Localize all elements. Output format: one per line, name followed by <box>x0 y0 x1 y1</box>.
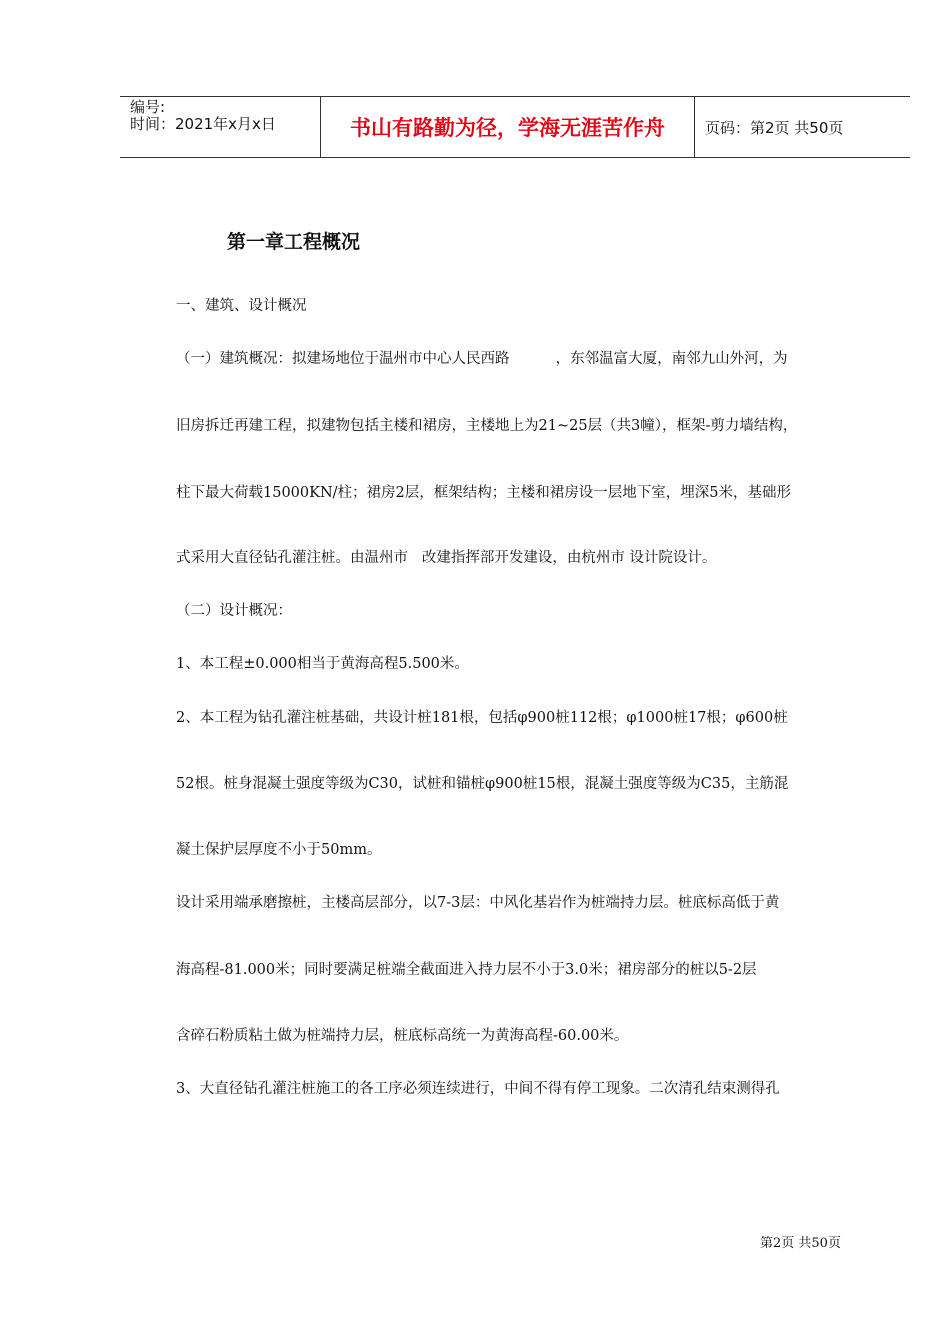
header-table <box>120 96 910 158</box>
body-line: 设计采用端承磨擦桩，主楼高层部分，以7-3层：中风化基岩作为桩端持力层。桩底标高低于黄 <box>176 895 780 911</box>
body-line: 1、本工程±0.000相当于黄海高程5.500米。 <box>176 656 469 672</box>
body-line: 3、大直径钻孔灌注桩施工的各工序必须连续进行，中间不得有停工现象。二次清孔结束测得孔 <box>176 1081 780 1097</box>
header-divider <box>694 97 695 157</box>
body-line: （一）建筑概况：拟建场地位于温州市中心人民西路 ，东邻温富大厦，南邻九山外河，为 <box>176 351 788 367</box>
body-line: 52根。桩身混凝土强度等级为C30，试桩和锚桩φ900桩15根，混凝土强度等级为C35，主筋混 <box>176 776 789 792</box>
body-line: 海高程-81.000米；同时要满足桩端全截面进入持力层不小于3.0米；裙房部分的桩以5-2层 <box>176 962 757 978</box>
page-footer: 第2页 共50页 <box>760 1236 841 1251</box>
body-line: 式采用大直径钻孔灌注桩。由温州市 改建指挥部开发建设，由杭州市 设计院设计。 <box>176 550 717 566</box>
time-label: 时间：2021年x月x日 <box>130 115 276 133</box>
body-line: 2、本工程为钻孔灌注桩基础，共设计桩181根，包括φ900桩112根；φ1000桩17根；φ600桩 <box>176 710 788 726</box>
body-line: 凝土保护层厚度不小于50mm。 <box>176 842 382 858</box>
header-motto: 书山有路勤为径，学海无涯苦作舟 <box>350 116 665 140</box>
body-line: 含碎石粉质粘土做为桩端持力层，桩底标高统一为黄海高程-60.00米。 <box>176 1028 629 1044</box>
body-line: 旧房拆迁再建工程，拟建物包括主楼和裙房，主楼地上为21~25层（共3幢），框架-剪力墙结构， <box>176 418 798 434</box>
header-page-label: 页码：第2页 共50页 <box>705 119 844 137</box>
body-line: （二）设计概况： <box>176 603 292 619</box>
number-label: 编号: <box>130 98 166 116</box>
body-line: 柱下最大荷载15000KN/柱；裙房2层，框架结构；主楼和裙房设一层地下室，埋深5米，基础形 <box>176 485 791 501</box>
body-line: 一、建筑、设计概况 <box>176 298 307 314</box>
chapter-title: 第一章工程概况 <box>227 231 361 253</box>
header-info <box>130 99 276 133</box>
